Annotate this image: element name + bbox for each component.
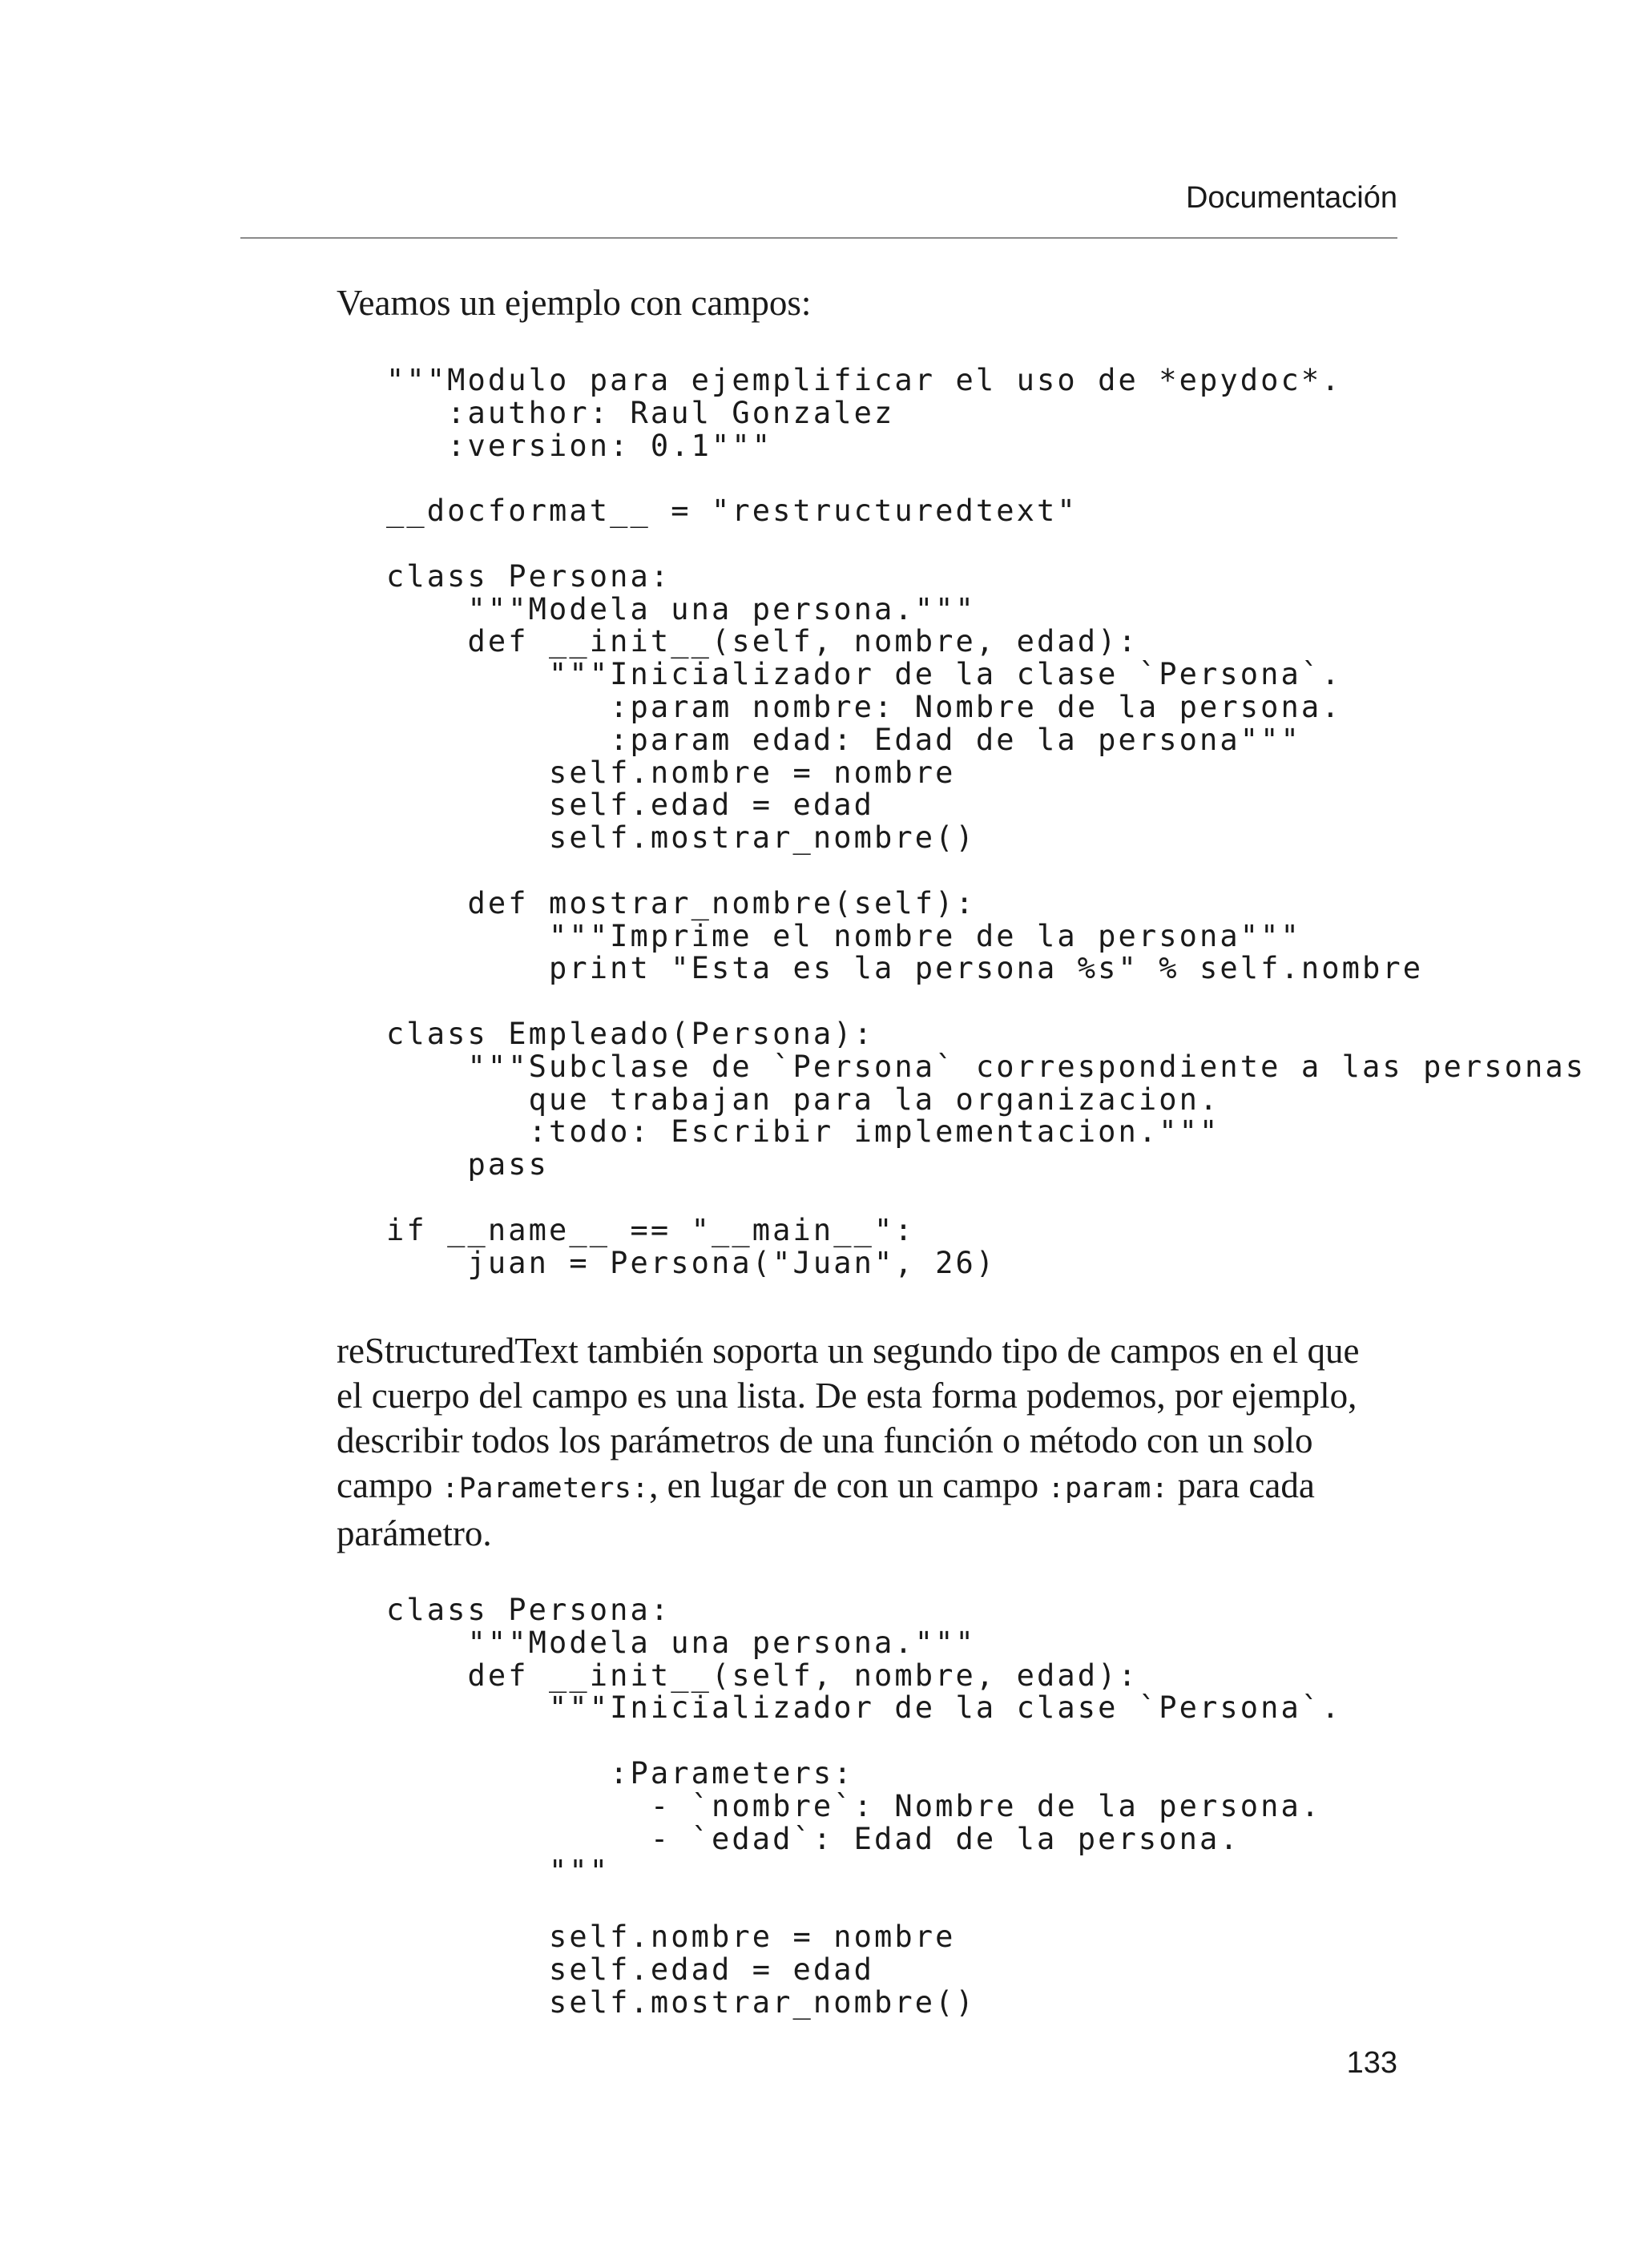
body-paragraph [337,1328,1386,1556]
inline-code-param: :param: [1047,1472,1169,1505]
code-block-parameters-example: class Persona: """Modela una persona.""" def __init__(self, nombre, edad): """Inicializador de la clase `Persona`. :Parameters: - `nombre`: Nombre de la persona. - `edad`: Edad de la persona. """ self.nombre = nombre self.edad = edad self.mostrar_nombre() [386,1593,1342,2020]
paragraph-text: para cada parámetro. [337,1465,1315,1553]
code-block-epydoc-example: """Modulo para ejemplificar el uso de *epydoc*. :author: Raul Gonzalez :version: 0.1""" __docformat__ = "restructuredtext" class Persona: """Modela una persona.""" def __init__(self, nombre, edad): """Inicializador de la clase `Persona`. :param nombre: Nombre de la persona. :param edad: Edad de la persona""" self.nombre = nombre self.edad = edad self.mostrar_nombre() def mostrar_nombre(self): """Imprime el nombre de la persona""" print "Esta es la persona %s" % self.nombre class Empleado(Persona): """Subclase de `Persona` correspondiente a las personas que trabajan para la organizacion. :todo: Escribir implementacion.""" pass if __name__ == "__main__": juan = Persona("Juan", 26) [386,363,1587,1280]
inline-code-parameters: :Parameters: [441,1472,650,1505]
running-header: Documentación [1185,181,1397,215]
intro-paragraph: Veamos un ejemplo con campos: [337,283,812,323]
page-number: 133 [1346,2046,1397,2080]
header-rule [240,237,1397,239]
paragraph-text: reStructuredText también soporta un segundo tipo de campos en el que el cuerpo del campo es una lista. De esta forma podemos, por ejemplo, describir todos los parámetros de una función o método con un solo campo [337,1331,1360,1505]
paragraph-text: , en lugar de con un campo [649,1465,1048,1505]
